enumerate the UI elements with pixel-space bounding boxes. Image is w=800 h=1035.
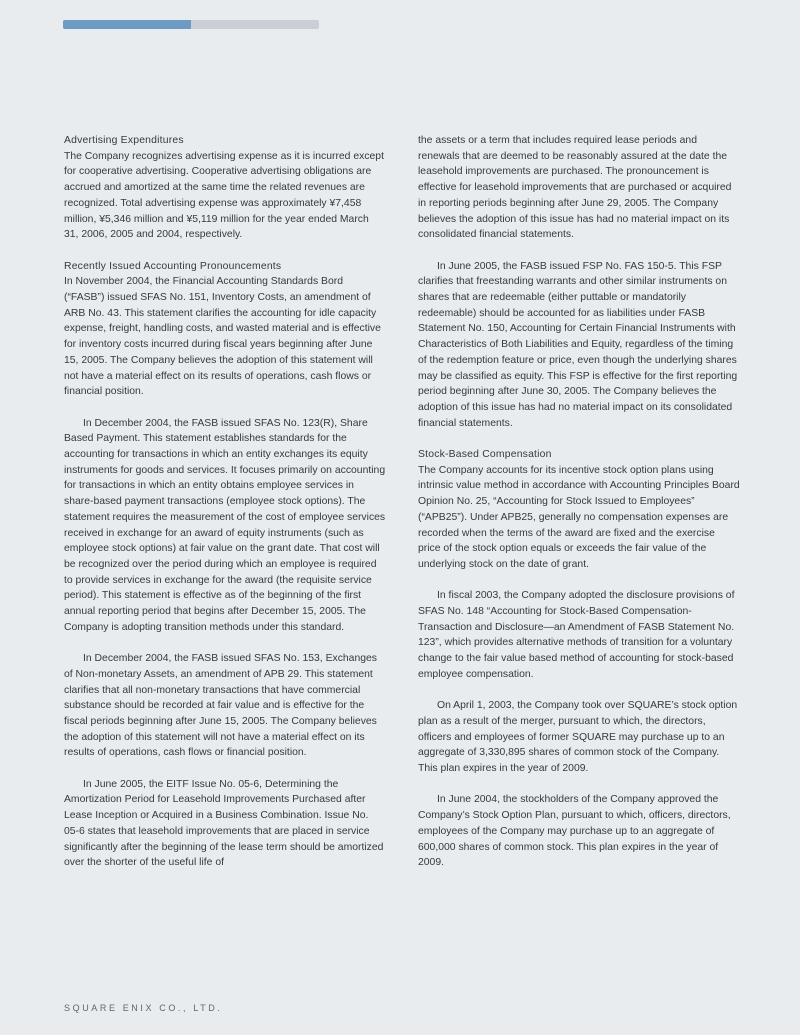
reading-progress-fill (63, 20, 191, 29)
paragraph: In June 2005, the FASB issued FSP No. FAS 150-5. This FSP clarifies that freestanding warrants and other similar instruments on shares that are redeemable (either puttable or mandatorily redeemable) should be accounted for as liabilities under FASB Statement No. 150, Accounting for Certain Financial Instruments with Characteristics of Both Liabilities and Equity, regardless of the timing of the redemption feature or price, even though the underlying shares may be classified as equity. This FSP is effective for the first reporting period beginning after June 30, 2005. The Company believes the adoption of this issue has had no material impact on its consolidated financial statements. (418, 260, 738, 429)
paragraph: In December 2004, the FASB issued SFAS No. 153, Exchanges of Non-monetary Assets, an amendment of APB 29. This statement clarifies that all non-monetary transactions that have commercial substance should be recorded at fair value and is effective for the fiscal periods beginning after June 15, 2005. The Company believes the adoption of this statement will not have a material effect on its results of operations, cash flows or financial position. (64, 653, 377, 759)
section-heading-pronouncements: Recently Issued Accounting Pronouncements (64, 260, 282, 272)
paragraph: In June 2005, the EITF Issue No. 05-6, Determining the Amortization Period for Leasehold Improvements Purchased after Lease Inception or Acquired in a Business Combination. Issue No. 05-6 states that leasehold improvements that are placed in service significantly after the beginning of the lease term should be amortized over the shorter of the useful life of (64, 778, 384, 869)
reading-progress-bar (63, 20, 319, 29)
paragraph: In November 2004, the Financial Accounting Standards Bord (“FASB”) issued SFAS No. 151, Inventory Costs, an amendment of ARB No. 43. This statement clarifies the accounting for idle capacity expense, freight, handling costs, and wasted material and is effective for inventory costs incurred during fiscal years beginning after June 15, 2005. The Company believes the adoption of this statement will not have a material effect on its results of operations, cash flows or financial position. (64, 276, 381, 398)
left-column (64, 133, 386, 887)
section-heading-advertising: Advertising Expenditures (64, 135, 184, 146)
stock-compensation-section (418, 447, 740, 573)
paragraph: The Company recognizes advertising expense as it is incurred except for cooperative advertising. Cooperative advertising obligations are accrued and amortized at the same time the related revenues are recognized. Total advertising expense was approximately ¥7,458 million, ¥5,346 million and ¥5,119 million for the year ended March 31, 2006, 2005 and 2004, respectively. (64, 150, 384, 241)
advertising-section (64, 133, 386, 243)
paragraph: the assets or a term that includes required lease periods and renewals that are deemed to be reasonably assured at the date the leasehold improvements are purchased. The pronouncement is effective for leasehold improvements that are purchased or acquired in reporting periods beginning after June 29, 2005. The Company believes the adoption of this issue has had no material impact on its consolidated financial statements. (418, 135, 732, 241)
footer-company-name: SQUARE ENIX CO., LTD. (64, 1003, 223, 1013)
paragraph: The Company accounts for its incentive stock option plans using intrinsic value method in accordance with Accounting Principles Board Opinion No. 25, “Accounting for Stock Issued to Employees” (“APB25”). Under APB25, generally no compensation expenses are recorded when the terms of the award are fixed and the exercise price of the stock option equals or exceeds the fair value of the underlying stock on the date of grant. (418, 464, 740, 570)
right-column (418, 133, 740, 887)
paragraph: In December 2004, the FASB issued SFAS No. 123(R), Share Based Payment. This statement establishes standards for the accounting for transactions in which an entity exchanges its equity instruments for goods and services. It focuses primarily on accounting for transactions in which an entity obtains employee services in share-based payment transactions (employee stock options). The statement requires the measurement of the cost of employee services received in exchange for an award of equity instruments (such as employee stock options) at fair value on the grant date. That cost will be recognized over the period during which an employee is required to provide services in exchange for the award (the requisite service period). This statement is effective as of the beginning of the first annual reporting period that begins after December 15, 2005. The Company is adopting transition methods under this standard. (64, 417, 386, 633)
paragraph: On April 1, 2003, the Company took over SQUARE’s stock option plan as a result of the merger, pursuant to which, the directors, officers and employees of former SQUARE may purchase up to an aggregate of 3,330,895 shares of common stock of the Company. This plan expires in the year of 2009. (418, 700, 738, 775)
section-heading-stock-compensation: Stock-Based Compensation (418, 449, 552, 461)
pronouncements-section (64, 259, 386, 400)
paragraph: In June 2004, the stockholders of the Company approved the Company’s Stock Option Plan, pursuant to which, officers, directors, employees of the Company may purchase up to an aggregate of 600,000 shares of common stock. This plan expires in the year of 2009. (418, 794, 731, 869)
paragraph: In fiscal 2003, the Company adopted the disclosure provisions of SFAS No. 148 “Accounting for Stock-Based Compensation-Transaction and Disclosure—an Amendment of FASB Statement No. 123”, which provides alternative methods of transition for a voluntary change to the fair value based method of accounting for stock-based employee compensation. (418, 590, 735, 680)
